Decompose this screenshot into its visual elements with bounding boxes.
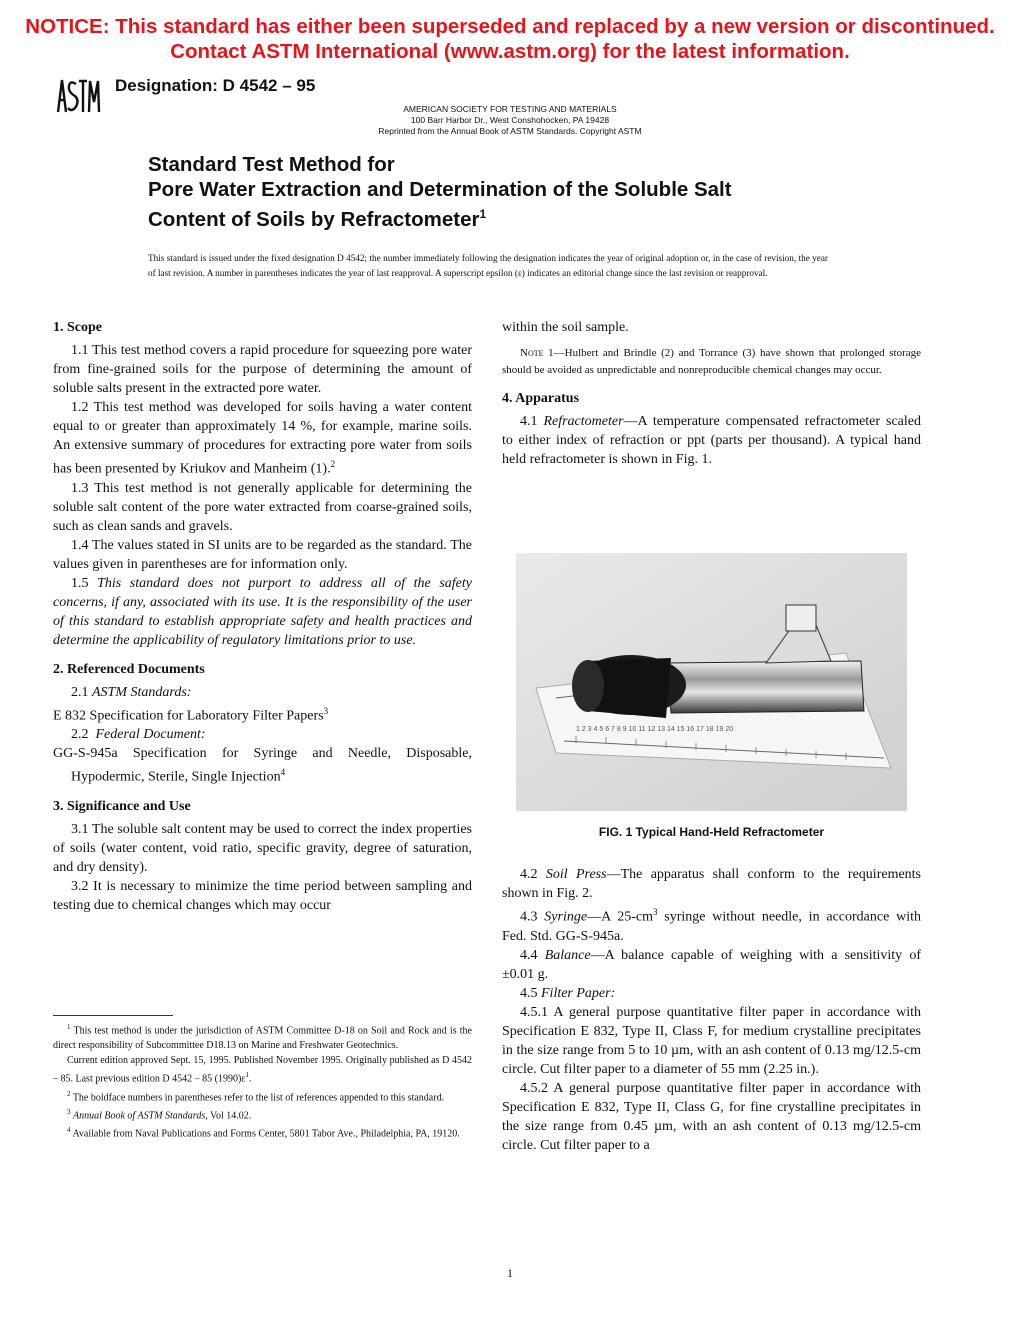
footnote-3-text: Annual Book of ASTM Standards (73, 1110, 206, 1122)
apparatus-4-2-text: —The apparatus shall conform to the requirements shown in Fig. 2. (502, 867, 922, 901)
refractometer-photo (516, 553, 907, 811)
apparatus-4-2-term: Soil Press (545, 867, 607, 882)
apparatus-4-3-term: Syringe (544, 909, 588, 925)
footnote-2 (53, 1087, 472, 1105)
apparatus-4-4-text: —A balance capable of weighing with a sensitivity of ±0.01 g. (502, 947, 922, 982)
scope-1-5-num: 1.5 (71, 575, 89, 591)
page-number: 1 (507, 1266, 513, 1280)
footnote-2-text: The boldface numbers in parentheses refer to the list of references appended to this standard. (70, 1091, 445, 1103)
note-1-label: Note 1 (520, 347, 554, 359)
referenced-e832 (53, 702, 472, 726)
org-name: AMERICAN SOCIETY FOR TESTING AND MATERIALS (403, 104, 617, 114)
apparatus-4-2 (502, 865, 921, 903)
significance-3-1: 3.1 The soluble salt content may be used to correct the index properties of soils (water content, void ratio, specific gravity, degree of saturation, and dry density). (53, 821, 472, 875)
footnote-1-text: This test method is under the jurisdiction of ASTM Committee D-18 on Soil and Rock and is the direct responsibility of Subcommittee D18.13 on Marine and Freshwater Geotechnics. (53, 1025, 472, 1052)
apparatus-4-1-text: —A temperature compensated refractometer scaled to either index of refraction or ppt (parts per thousand). A typical hand held refractometer is shown in Fig. 1. (502, 414, 921, 467)
referenced-2-1-text: ASTM Standards: (92, 684, 192, 700)
footnote-3 (53, 1105, 472, 1123)
referenced-heading: 2. Referenced Documents (53, 661, 205, 677)
figure-1-caption: FIG. 1 Typical Hand-Held Refractometer (598, 825, 825, 839)
reprint-line: Reprinted from the Annual Book of ASTM Standards. Copyright ASTM (378, 126, 642, 136)
significance-3-2: 3.2 It is necessary to minimize the time period between sampling and testing due to chemical changes which may occur (53, 878, 472, 913)
title-line-1: Standard Test Method for (148, 153, 395, 176)
issued-statement: This standard is issued under the fixed designation D 4542; the number immediately following the designation indicates the year of original adoption or, in the case of revision, the year of last revision. A number in parentheses indicates the year of last reapproval. A superscript epsilon (ε) indicates an editorial change since the last revision or reapproval. (148, 253, 828, 278)
footnote-1b-text: Current edition approved Sept. 15, 1995. Published November 1995. Originally published as D 4542 – 85. Last previous edition D 4542 – 85 (1990)ε (53, 1055, 472, 1085)
apparatus-4-5-1: 4.5.1 A general purpose quantitative filter paper in accordance with Specification E 832, Type II, Class F, for medium crystalline precipitates in the size range from 5 to 10 µm, with an ash content of 0.13 mg/12.5-cm circle. Cut filter paper to a diameter of 55 mm (2.25 in.). (502, 1004, 921, 1077)
title-footnote-mark: 1 (479, 207, 487, 221)
note-1 (502, 345, 921, 379)
referenced-gg-s-945a-text: GG-S-945a Specification for Syringe and Needle, Disposable, Hypodermic, Sterile, Single Injection (53, 746, 472, 785)
scope-1-4: 1.4 The values stated in SI units are to be regarded as the standard. The values given in parentheses are for information only. (53, 537, 472, 572)
org-address: 100 Barr Harbor Dr., West Conshohocken, PA 19428 (410, 115, 610, 125)
svg-text:1 2 3 4 5 6 7 8 9 10 11 12 13: 1 2 3 4 5 6 7 8 9 10 11 12 13 14 15 16 17 18 19 20 (576, 726, 734, 733)
footnote-ref-2: 2 (330, 459, 336, 469)
apparatus-4-1 (502, 412, 921, 469)
scope-1-5 (53, 574, 472, 650)
footnote-ref-4: 4 (280, 767, 286, 778)
significance-3-2-continued: within the soil sample. (502, 320, 629, 335)
apparatus-4-5 (502, 984, 921, 1003)
footnote-1b (53, 1053, 472, 1086)
title-line-3 (148, 202, 732, 232)
right-column-lower (502, 865, 921, 1155)
referenced-2-2 (53, 725, 472, 744)
apparatus-4-3-sup: 3 (652, 907, 658, 917)
scope-1-3: 1.3 This test method is not generally applicable for determining the soluble salt content of the pore water extracted from coarse-grained soils, such as clean sands and gravels. (53, 480, 472, 534)
apparatus-4-5-term: Filter Paper: (541, 985, 616, 1001)
notice-banner (0, 14, 1020, 64)
referenced-2-1 (53, 683, 472, 702)
scope-1-5-text: This standard does not purport to address all of the safety concerns, if any, associated with its use. It is the responsibility of the user of this standard to establish appropriate safety and health practices and determine the applicability of regulatory limitations prior to use. (53, 575, 473, 648)
left-column (53, 318, 472, 915)
footnote-4-mark: 4 (67, 1126, 71, 1135)
title-line-3-text: Content of Soils by Refractometer (148, 207, 480, 231)
notice-line-1: NOTICE: This standard has either been superseded and replaced by a new version or discontinued. (25, 15, 995, 38)
apparatus-4-4-term: Balance (544, 947, 591, 963)
notice-line-2: Contact ASTM International (www.astm.org) for the latest information. (170, 40, 850, 63)
footnote-rule (53, 1015, 173, 1016)
apparatus-4-2-num: 4.2 (520, 867, 538, 882)
note-1-text: —Hulbert and Brindle (2) and Torrance (3) have shown that prolonged storage should be avoided as unpredictable and nonreproducible chemical changes may occur. (502, 347, 921, 376)
title-line-2: Pore Water Extraction and Determination of the Soluble Salt (148, 178, 732, 201)
apparatus-4-3-num: 4.3 (520, 909, 538, 925)
footnote-4 (53, 1123, 472, 1141)
significance-heading: 3. Significance and Use (53, 798, 191, 814)
apparatus-4-1-term: Refractometer (543, 414, 624, 429)
apparatus-4-3-text-a: —A 25-cm (587, 909, 653, 925)
apparatus-heading: 4. Apparatus (502, 391, 580, 406)
referenced-e832-text: E 832 Specification for Laboratory Filter Papers (53, 708, 324, 724)
footnote-ref-3: 3 (323, 705, 329, 716)
referenced-gg-s-945a (53, 744, 472, 787)
designation: Designation: D 4542 – 95 (115, 76, 316, 95)
referenced-2-2-num: 2.2 (71, 727, 89, 743)
apparatus-4-3 (502, 903, 921, 946)
apparatus-4-4-num: 4.4 (520, 947, 538, 963)
apparatus-4-4 (502, 946, 921, 984)
apparatus-4-5-num: 4.5 (520, 985, 538, 1001)
apparatus-4-5-2: 4.5.2 A general purpose quantitative filter paper in accordance with Specification E 832, Type II, Class G, for fine crystalline precipitates in the size range from 0.45 µm, with an ash content of 0.13 mg/12.5-cm circle. Cut filter paper to a (502, 1080, 921, 1153)
scope-heading: 1. Scope (53, 320, 102, 335)
footnote-3-end: , Vol 14.02. (205, 1110, 252, 1122)
footnote-4-text: Available from Naval Publications and Forms Center, 5801 Tabor Ave., Philadelphia, PA, 19120. (70, 1128, 460, 1140)
footnote-1-mark: 1 (67, 1023, 71, 1031)
apparatus-4-1-num: 4.1 (520, 414, 538, 429)
footnote-1 (53, 1020, 472, 1053)
scope-1-2 (53, 398, 472, 479)
scope-1-1: 1.1 This test method covers a rapid procedure for squeezing pore water from fine-grained soils for the purpose of determining the amount of soluble salts present in the extracted pore water. (53, 343, 472, 396)
footnote-1b-end: . (249, 1073, 252, 1085)
apparatus-4-3-text-b: syringe without needle, in accordance with Fed. Std. GG-S-945a. (502, 909, 921, 944)
footnotes (53, 1020, 472, 1142)
referenced-2-1-num: 2.1 (71, 684, 89, 700)
referenced-2-2-text: Federal Document: (95, 727, 206, 743)
org-block (0, 104, 1020, 137)
scope-1-2-text: 1.2 This test method was developed for soils having a water content equal to or greater than approximately 14 %, for example, marine soils. An extensive summary of procedures for extracting pore water from soils has been presented by Kriukov and Manheim (1). (53, 400, 472, 477)
footnote-2-mark: 2 (67, 1089, 71, 1098)
right-column-upper (502, 318, 921, 469)
footnote-3-mark: 3 (67, 1107, 71, 1116)
document-title (148, 152, 732, 232)
footnote-1b-sup: 1 (245, 1071, 250, 1080)
